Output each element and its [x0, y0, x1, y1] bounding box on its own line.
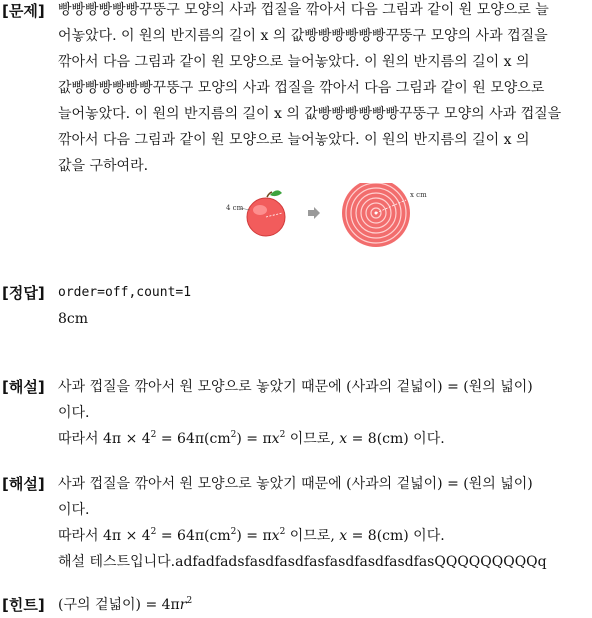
- right-arrow-icon: [308, 207, 320, 219]
- answer-label: [정답]: [2, 284, 45, 302]
- explanation-extra: 해설 테스트입니다.adfadfadsfasdfasdfasfasdfasdfasdfasQQQQQQQQQq: [58, 554, 547, 570]
- apple-peel-figure: [220, 183, 430, 247]
- apple-radius-label: 4 cm: [226, 204, 244, 212]
- apple-to-spiral-diagram: [220, 183, 430, 247]
- problem-line: 깎아서 다음 그림과 같이 원 모양으로 늘어놓았다. 이 원의 반지름의 길이 x 의: [58, 132, 530, 148]
- spiral-illustration: [342, 183, 410, 247]
- explanation-label: [해설]: [2, 378, 45, 396]
- explanation-line: 이다.: [58, 502, 90, 518]
- problem-line: 빵빵빵빵빵빵꾸뚱구 모양의 사과 껍질을 깎아서 다음 그림과 같이 원 모양으로 늘: [58, 2, 549, 18]
- problem-line: 늘어놓았다. 이 원의 반지름의 길이 x 의 값빵빵빵빵빵빵꾸뚱구 모양의 사과 껍질을: [58, 106, 562, 122]
- explanation-label: [해설]: [2, 475, 45, 493]
- spiral-radius-label: x cm: [410, 191, 427, 199]
- problem-line: 값빵빵빵빵빵빵꾸뚱구 모양의 사과 껍질을 깎아서 다음 그림과 같이 원 모양으로: [58, 80, 545, 96]
- problem-label: [문제]: [2, 2, 45, 20]
- hint-formula: (구의 겉넓이) = $4\pi r^2$: [58, 596, 193, 613]
- hint-label: [힌트]: [2, 596, 45, 614]
- explanation-line: 사과 껍질을 깎아서 원 모양으로 놓았기 때문에 (사과의 겉넓이) = (원의 넓이): [58, 476, 533, 492]
- answer-value: 8cm: [58, 311, 89, 327]
- explanation-formula: 따라서 $4\pi \times 4^2 = 64\pi(cm^2) = \pi x^2$ 이므로, x = 8(cm) 이다.: [58, 527, 445, 544]
- explanation-line: 이다.: [58, 405, 90, 421]
- problem-line: 값을 구하여라.: [58, 158, 149, 174]
- explanation-line: 사과 껍질을 깎아서 원 모양으로 놓았기 때문에 (사과의 겉넓이) = (원의 넓이): [58, 379, 533, 395]
- problem-line: 어놓았다. 이 원의 반지름의 길이 x 의 값빵빵빵빵빵빵꾸뚱구 모양의 사과 껍질을: [58, 28, 548, 44]
- problem-line: 깎아서 다음 그림과 같이 원 모양으로 늘어놓았다. 이 원의 반지름의 길이 x 의: [58, 54, 530, 70]
- explanation-formula: 따라서 $4\pi \times 4^2 = 64\pi(cm^2) = \pi x^2$ 이므로, x = 8(cm) 이다.: [58, 430, 445, 447]
- apple-illustration: [240, 190, 285, 236]
- answer-code: order=off,count=1: [58, 285, 192, 300]
